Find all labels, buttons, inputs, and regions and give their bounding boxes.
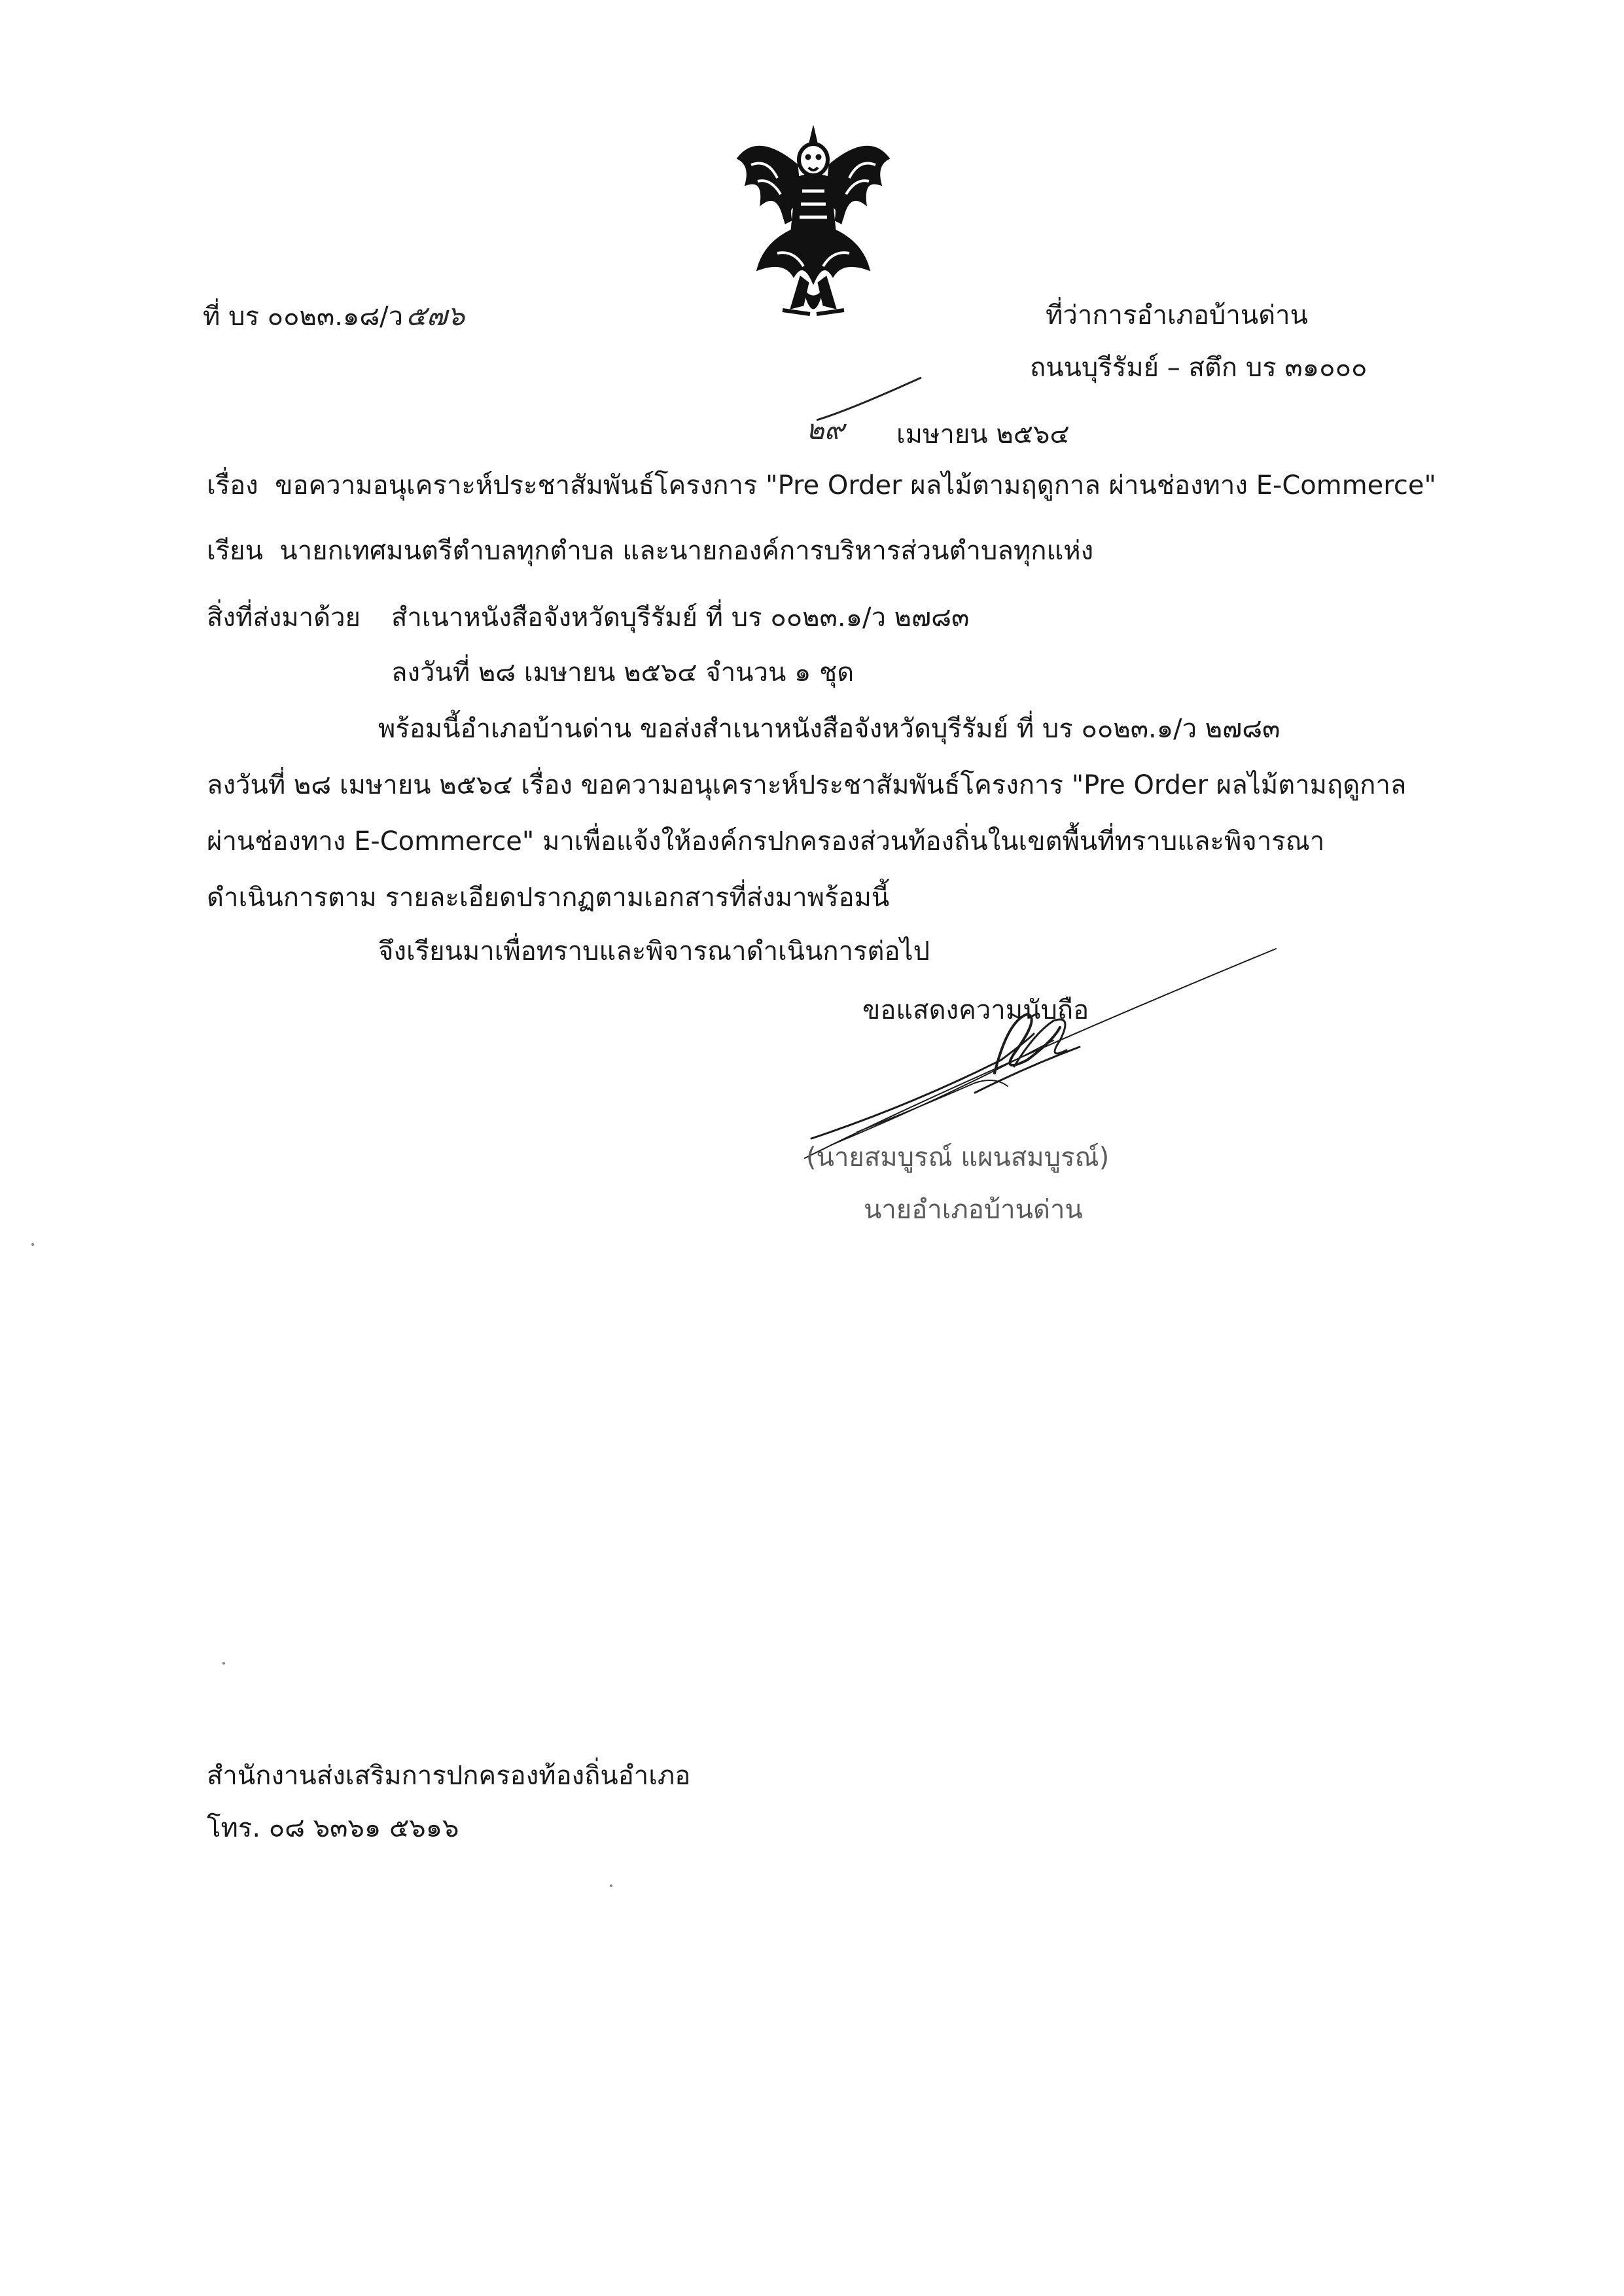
office-name: ที่ว่าการอำเภอบ้านด่าน: [1046, 300, 1308, 330]
body-paragraph-1-line-2: ลงวันที่ ๒๘ เมษายน ๒๕๖๔ เรื่อง ขอความอนุเคราะห์ประชาสัมพันธ์โครงการ "Pre Order ผลไม้ตามฤดูกาล: [207, 770, 1407, 800]
reference-number-text: ที่ บร ๐๐๒๓.๑๘/ว: [203, 302, 404, 332]
subject-label: เรื่อง: [207, 470, 258, 501]
enclosure-line-2: ลงวันที่ ๒๘ เมษายน ๒๕๖๔ จำนวน ๑ ชุด: [391, 658, 855, 688]
enclosure-label: สิ่งที่ส่งมาด้วย: [207, 603, 361, 633]
scan-speck: [31, 1243, 34, 1246]
body-paragraph-1-line-3: ผ่านช่องทาง E-Commerce" มาเพื่อแจ้งให้องค์กรปกครองส่วนท้องถิ่นในเขตพื้นที่ทราบและพิจารณา: [207, 826, 1325, 857]
addressee-label: เรียน: [207, 536, 263, 566]
addressee-line: [207, 535, 1093, 567]
signer-title: นายอำเภอบ้านด่าน: [864, 1195, 1083, 1225]
reference-number: [203, 300, 465, 332]
footer-department: สำนักงานส่งเสริมการปกครองท้องถิ่นอำเภอ: [207, 1761, 691, 1791]
scan-speck: [610, 1884, 612, 1887]
enclosure-line-1: สำเนาหนังสือจังหวัดบุรีรัมย์ ที่ บร ๐๐๒๓.๑/ว ๒๗๘๓: [391, 603, 970, 633]
footer-phone: โทร. ๐๘ ๖๓๖๑ ๕๖๑๖: [207, 1813, 459, 1843]
reference-number-handwritten: ๕๗๖: [406, 300, 465, 332]
office-address: ถนนบุรีรัมย์ – สตึก บร ๓๑๐๐๐: [1030, 353, 1368, 383]
garuda-emblem-icon: [732, 119, 895, 328]
body-paragraph-1-line-1: พร้อมนี้อำเภอบ้านด่าน ขอส่งสำเนาหนังสือจังหวัดบุรีรัมย์ ที่ บร ๐๐๒๓.๑/ว ๒๗๘๓: [378, 714, 1280, 744]
closing-salutation: ขอแสดงความนับถือ: [862, 995, 1089, 1025]
scan-speck: [222, 1662, 225, 1665]
body-paragraph-2: จึงเรียนมาเพื่อทราบและพิจารณาดำเนินการต่อไป: [378, 936, 930, 966]
subject-text: ขอความอนุเคราะห์ประชาสัมพันธ์โครงการ "Pre Order ผลไม้ตามฤดูกาล ผ่านช่องทาง E-Commerce": [275, 470, 1436, 501]
date-day-handwritten: ๒๙: [806, 414, 845, 446]
body-paragraph-1-line-4: ดำเนินการตาม รายละเอียดปรากฏตามเอกสารที่ส่งมาพร้อมนี้: [207, 883, 890, 913]
addressee-text: นายกเทศมนตรีตำบลทุกตำบล และนายกองค์การบริหารส่วนตำบลทุกแห่ง: [279, 536, 1094, 566]
signer-name: (นายสมบูรณ์ แผนสมบูรณ์): [806, 1142, 1110, 1173]
date-month-year: เมษายน ๒๕๖๔: [896, 419, 1070, 450]
subject-line: [207, 470, 1436, 501]
